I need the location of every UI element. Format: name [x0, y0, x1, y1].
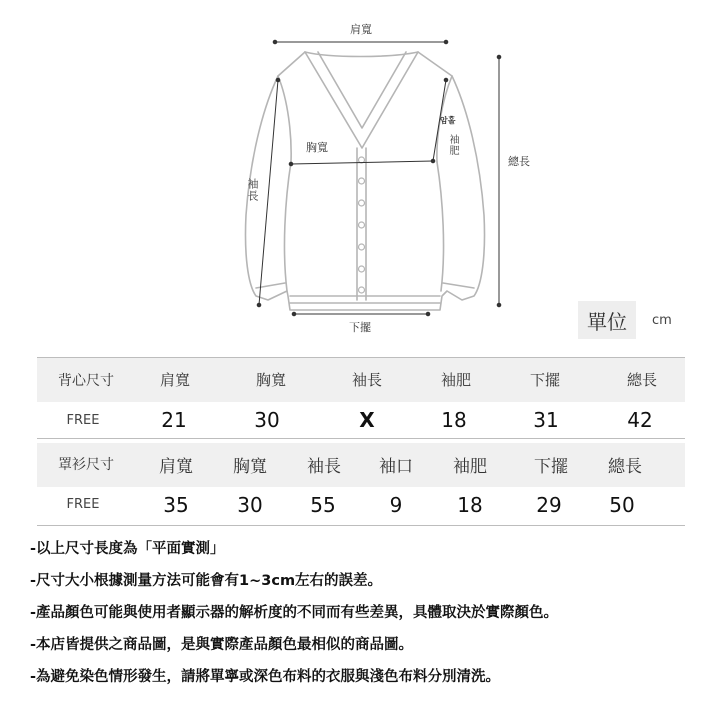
- cardigan-table-title: 罩衫尺寸: [58, 457, 114, 473]
- cardigan-value-hem: 29: [536, 493, 562, 517]
- vest-value-shoulder: 21: [161, 408, 187, 432]
- note-item: -以上尺寸長度為「平面實測」: [30, 541, 225, 557]
- vest-header-hem: 下擺: [529, 371, 561, 389]
- cardigan-header-chest: 胸寬: [233, 457, 267, 477]
- cardigan-value-total-length: 50: [609, 493, 635, 517]
- vest-size: FREE: [66, 413, 100, 428]
- cardigan-value-sleeve-width: 18: [457, 493, 483, 517]
- cardigan-header-sleeve-width: 袖肥: [453, 457, 487, 477]
- label-chest: 胸寬: [306, 141, 328, 154]
- buttons: [359, 157, 365, 293]
- label-shoulder: 肩寬: [350, 23, 372, 36]
- vest-value-sleeve-length: X: [359, 408, 375, 432]
- cardigan-value-chest: 30: [237, 493, 263, 517]
- label-armhole: 암홀: [440, 116, 456, 125]
- note-item: -產品顏色可能與使用者顯示器的解析度的不同而有些差異，具體取決於實際顏色。: [30, 605, 559, 621]
- unit-label: 單位: [578, 301, 636, 339]
- note-item: -尺寸大小根據測量方法可能會有1~3cm左右的誤差。: [30, 573, 383, 589]
- cardigan-value-cuff: 9: [389, 493, 403, 517]
- vest-header-shoulder: 肩寬: [159, 371, 191, 389]
- unit-value: cm: [652, 313, 672, 328]
- cardigan-value-shoulder: 35: [163, 493, 189, 517]
- table-rule: [37, 438, 685, 439]
- vest-header-chest: 胸寬: [255, 371, 287, 389]
- label-sleeve-length: 袖長: [246, 178, 259, 202]
- table-rule: [37, 525, 685, 526]
- label-total-length: 總長: [508, 155, 530, 168]
- cardigan-header-total-length: 總長: [608, 457, 642, 477]
- vest-table-title: 背心尺寸: [58, 373, 114, 389]
- vest-header-sleeve-length: 袖長: [351, 371, 383, 389]
- cardigan-header-hem: 下擺: [534, 457, 568, 477]
- cardigan-header-row: [37, 443, 685, 487]
- vest-value-chest: 30: [254, 408, 280, 432]
- cardigan-illustration: [0, 0, 720, 350]
- vest-header-sleeve-width: 袖肥: [440, 371, 472, 389]
- vest-header-total-length: 總長: [626, 371, 658, 389]
- size-diagram: [0, 0, 720, 350]
- cardigan-header-shoulder: 肩寬: [159, 457, 193, 477]
- label-sleeve-width: 袖肥: [447, 134, 458, 156]
- cardigan-value-sleeve-length: 55: [310, 493, 336, 517]
- cardigan-size: FREE: [66, 497, 100, 512]
- cardigan-header-sleeve-length: 袖長: [307, 457, 341, 477]
- vest-value-sleeve-width: 18: [441, 408, 467, 432]
- label-hem: 下擺: [349, 321, 371, 334]
- vest-value-total-length: 42: [627, 408, 653, 432]
- note-item: -本店皆提供之商品圖，是與實際產品顏色最相似的商品圖。: [30, 637, 414, 653]
- note-item: -為避免染色情形發生，請將單寧或深色布料的衣服與淺色布料分別清洗。: [30, 669, 501, 685]
- cardigan-header-cuff: 袖口: [379, 457, 413, 477]
- vest-value-hem: 31: [533, 408, 559, 432]
